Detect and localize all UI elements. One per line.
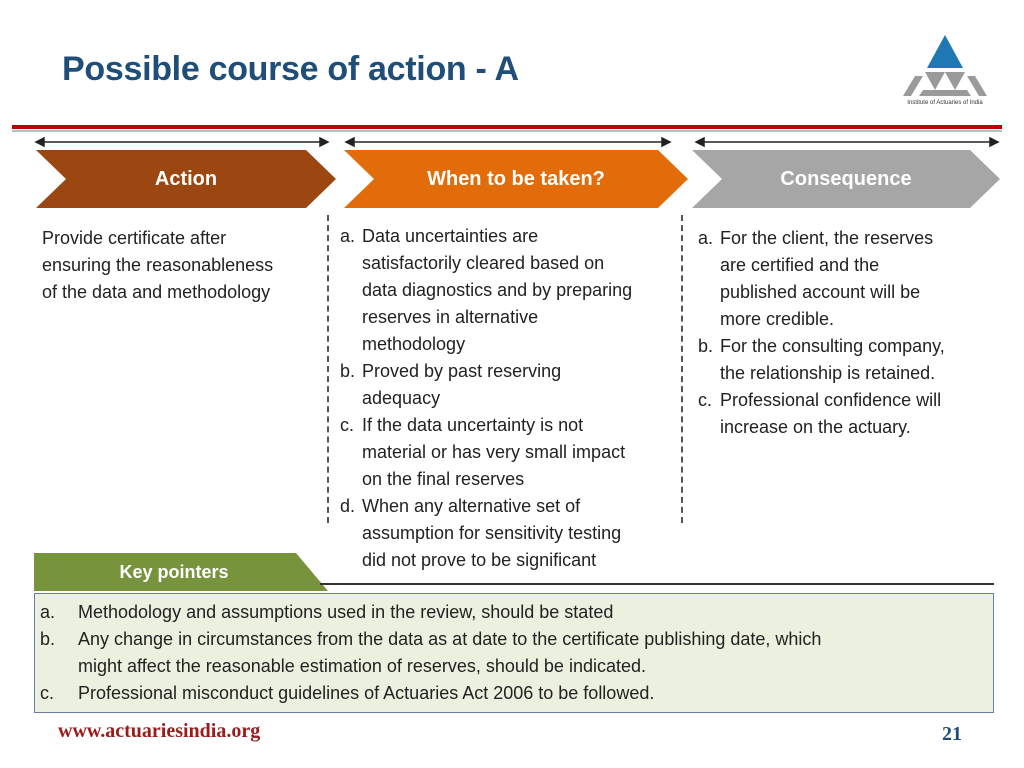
header-divider [12,125,1002,129]
list-line: For the consulting company, [720,336,945,356]
action-description [42,225,322,306]
list-line: satisfactorily cleared based on [362,253,605,273]
key-pointers-label: Key pointers [119,562,229,582]
list-item [698,225,998,333]
list-line: Proved by past reserving [362,361,562,381]
action-line: of the data and methodology [42,282,271,302]
list-line: If the data uncertainty is not [362,415,584,435]
list-line: published account will be [720,282,921,302]
key-pointers-rule [320,583,994,585]
page-number: 21 [942,723,962,745]
list-line: the relationship is retained. [720,363,936,383]
list-line: adequacy [362,388,441,408]
column-span-arrows [0,134,1024,150]
consequence-list [698,225,998,441]
list-line: data diagnostics and by preparing [362,280,633,300]
list-marker: d. [340,496,356,516]
column-header-when: When to be taken? [427,168,605,190]
action-line: ensuring the reasonableness [42,255,274,275]
list-item [698,333,998,387]
column-header-consequence: Consequence [780,168,912,190]
website-link[interactable]: www.actuariesindia.org [58,720,261,742]
list-line: increase on the actuary. [720,417,911,437]
list-item [40,599,970,626]
when-list [340,223,680,574]
page-title: Possible course of action - A [62,50,519,88]
list-line: Any change in circumstances from the data as at date to the certificate publishing date, which [78,629,822,649]
list-marker: b. [40,629,56,649]
list-line: methodology [362,334,466,354]
list-line: Methodology and assumptions used in the review, should be stated [78,602,614,622]
list-marker: c. [340,415,355,435]
column-divider-left [327,215,329,523]
list-item [698,387,998,441]
list-item [340,493,680,574]
list-line: Professional confidence will [720,390,942,410]
list-line: on the final reserves [362,469,525,489]
list-line: Data uncertainties are [362,226,539,246]
list-line: For the client, the reserves [720,228,934,248]
logo [897,32,993,112]
list-item [40,626,970,680]
column-header-action: Action [154,168,218,190]
logo-caption: Institute of Actuaries of India [907,100,983,106]
list-line: Professional misconduct guidelines of Actuaries Act 2006 to be followed. [78,683,655,703]
list-line: material or has very small impact [362,442,626,462]
list-line: did not prove to be significant [362,550,597,570]
action-line: Provide certificate after [42,228,227,248]
list-marker: c. [40,683,55,703]
list-marker: b. [340,361,356,381]
key-pointers-list [40,599,970,707]
list-marker: a. [40,602,56,622]
header-divider-shadow [12,130,1002,132]
list-line: When any alternative set of [362,496,581,516]
list-marker: b. [698,336,714,356]
list-line: might affect the reasonable estimation of reserves, should be indicated. [78,656,647,676]
column-divider-right [681,215,683,523]
list-line: more credible. [720,309,835,329]
list-line: reserves in alternative [362,307,539,327]
list-item [340,223,680,358]
list-item [40,680,970,707]
list-marker: a. [698,228,714,248]
list-marker: c. [698,390,713,410]
list-item [340,412,680,493]
list-line: assumption for sensitivity testing [362,523,622,543]
logo-triangle-icon [897,32,993,100]
list-item [340,358,680,412]
list-line: are certified and the [720,255,880,275]
list-marker: a. [340,226,356,246]
